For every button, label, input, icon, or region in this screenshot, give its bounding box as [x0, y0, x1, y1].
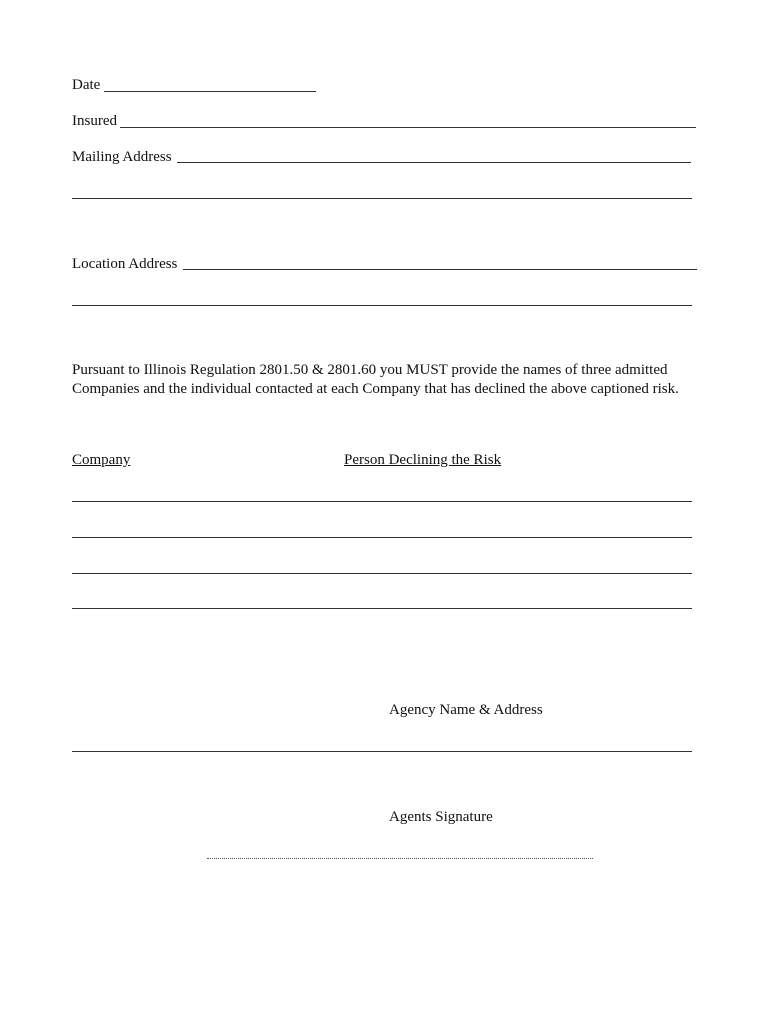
person-column-header: Person Declining the Risk: [344, 452, 502, 468]
mailing-address-label: Mailing Address: [72, 149, 172, 165]
insured-label: Insured: [72, 113, 117, 129]
company-entry-line-4[interactable]: [72, 608, 692, 609]
company-entry-line-2[interactable]: [72, 537, 692, 538]
company-column-header: Company: [72, 452, 131, 468]
agency-field-line[interactable]: [72, 751, 692, 752]
location-address-field-line[interactable]: [183, 269, 697, 270]
instruction-line-1: Pursuant to Illinois Regulation 2801.50 & 2801.60 you MUST provide the names of three admitted: [72, 362, 668, 378]
location-address-field-line-2[interactable]: [72, 305, 692, 306]
date-label: Date: [72, 77, 101, 93]
location-address-label: Location Address: [72, 256, 178, 272]
agents-signature-label: Agents Signature: [389, 809, 493, 825]
mailing-address-field-line[interactable]: [177, 162, 691, 163]
instruction-paragraph: [72, 361, 712, 399]
mailing-address-field-line-2[interactable]: [72, 198, 692, 199]
company-entry-line-1[interactable]: [72, 501, 692, 502]
instruction-line-2: Companies and the individual contacted at each Company that has declined the above captioned risk.: [72, 381, 679, 397]
signature-field-line[interactable]: [207, 858, 593, 859]
insured-field-line[interactable]: [120, 127, 696, 128]
date-field-line[interactable]: [104, 91, 316, 92]
company-entry-line-3[interactable]: [72, 573, 692, 574]
agency-name-address-label: Agency Name & Address: [389, 702, 543, 718]
